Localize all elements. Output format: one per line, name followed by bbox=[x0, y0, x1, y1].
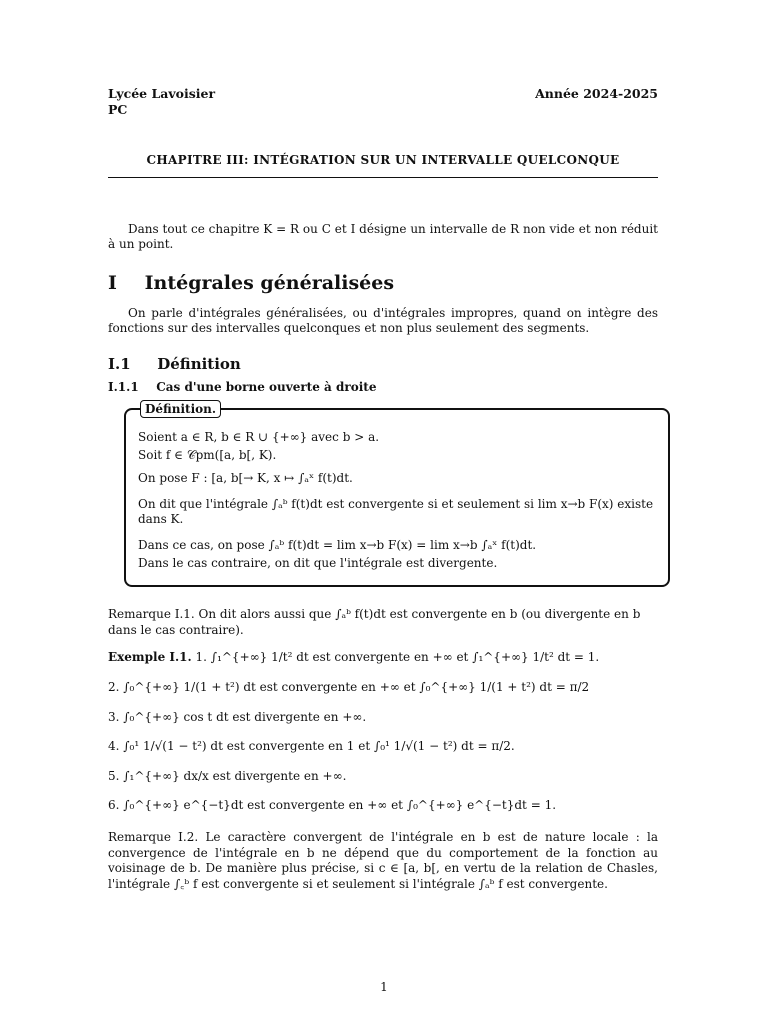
definition-line-4: On dit que l'intégrale ∫ₐᵇ f(t)dt est convergente si et seulement si lim x→b F(x) existe dans K. bbox=[138, 496, 654, 527]
class-name: PC bbox=[108, 101, 128, 117]
example-item-6: 6. ∫₀^{+∞} e^{−t}dt est convergente en +∞ et ∫₀^{+∞} e^{−t}dt = 1. bbox=[108, 798, 557, 813]
document-page bbox=[108, 86, 658, 904]
subsubsection-heading bbox=[108, 380, 658, 396]
subsection-title: Définition bbox=[157, 354, 241, 373]
section-heading bbox=[108, 271, 658, 296]
example-item-1: 1. ∫₁^{+∞} 1/t² dt est convergente en +∞ et ∫₁^{+∞} 1/t² dt = 1. bbox=[195, 650, 600, 665]
school-name: Lycée Lavoisier bbox=[108, 86, 216, 101]
header-left bbox=[108, 86, 215, 117]
subsection-number: I.1 bbox=[108, 354, 131, 373]
section-number: I bbox=[108, 272, 117, 295]
definition-line-3: On pose F : [a, b[→ K, x ↦ ∫ₐˣ f(t)dt. bbox=[138, 471, 353, 486]
intro-paragraph: Dans tout ce chapitre K = R ou C et I désigne un intervalle de R non vide et non réduit à un point. bbox=[108, 221, 658, 252]
remark-2: Remarque I.2. Le caractère convergent de l'intégrale en b est de nature locale : la convergence de l'intégrale en b ne dépend que du comportement de la fonction au voisinage de b. De manière plus précise, si c ∈ [a, b[, en vertu de la relation de Chasles, l'intégrale ∫꜀ᵇ f est convergente si et seulement si l'intégrale ∫ₐᵇ f est convergente. bbox=[108, 829, 658, 891]
page-number: 1 bbox=[380, 980, 388, 994]
example-item-5: 5. ∫₁^{+∞} dx/x est divergente en +∞. bbox=[108, 768, 347, 783]
subsubsection-title: Cas d'une borne ouverte à droite bbox=[156, 380, 377, 395]
example-item-2: 2. ∫₀^{+∞} 1/(1 + t²) dt est convergente en +∞ et ∫₀^{+∞} 1/(1 + t²) dt = π/2 bbox=[108, 679, 590, 694]
chapter-title: CHAPITRE III: INTÉGRATION SUR UN INTERVALLE QUELCONQUE bbox=[108, 153, 658, 178]
document-header bbox=[108, 86, 658, 117]
example-block bbox=[108, 650, 658, 814]
section-paragraph: On parle d'intégrales généralisées, ou d'intégrales impropres, quand on intègre des fonctions sur des intervalles quelconques et non plus seulement des segments. bbox=[108, 305, 658, 336]
subsubsection-number: I.1.1 bbox=[108, 380, 139, 395]
section-title: Intégrales généralisées bbox=[144, 272, 395, 295]
example-header bbox=[108, 650, 658, 666]
example-item-4: 4. ∫₀¹ 1/√(1 − t²) dt est convergente en 1 et ∫₀¹ 1/√(1 − t²) dt = π/2. bbox=[108, 739, 515, 754]
definition-label: Définition. bbox=[140, 400, 221, 418]
definition-line-1: Soient a ∈ R, b ∈ R ∪ {+∞} avec b > a. bbox=[138, 430, 380, 444]
definition-box bbox=[124, 402, 670, 587]
definition-line-6: Dans le cas contraire, on dit que l'intégrale est divergente. bbox=[138, 555, 498, 570]
definition-line-5: Dans ce cas, on pose ∫ₐᵇ f(t)dt = lim x→b F(x) = lim x→b ∫ₐˣ f(t)dt. bbox=[138, 537, 537, 552]
remark-1: Remarque I.1. On dit alors aussi que ∫ₐᵇ f(t)dt est convergente en b (ou divergente en b dans le cas contraire). bbox=[108, 607, 641, 637]
definition-line-2: Soit f ∈ 𝒞pm([a, b[, K). bbox=[138, 447, 277, 462]
example-label: Exemple I.1. bbox=[108, 650, 192, 665]
example-item-3: 3. ∫₀^{+∞} cos t dt est divergente en +∞. bbox=[108, 709, 367, 724]
subsection-heading bbox=[108, 355, 658, 375]
school-year: Année 2024-2025 bbox=[535, 86, 658, 101]
